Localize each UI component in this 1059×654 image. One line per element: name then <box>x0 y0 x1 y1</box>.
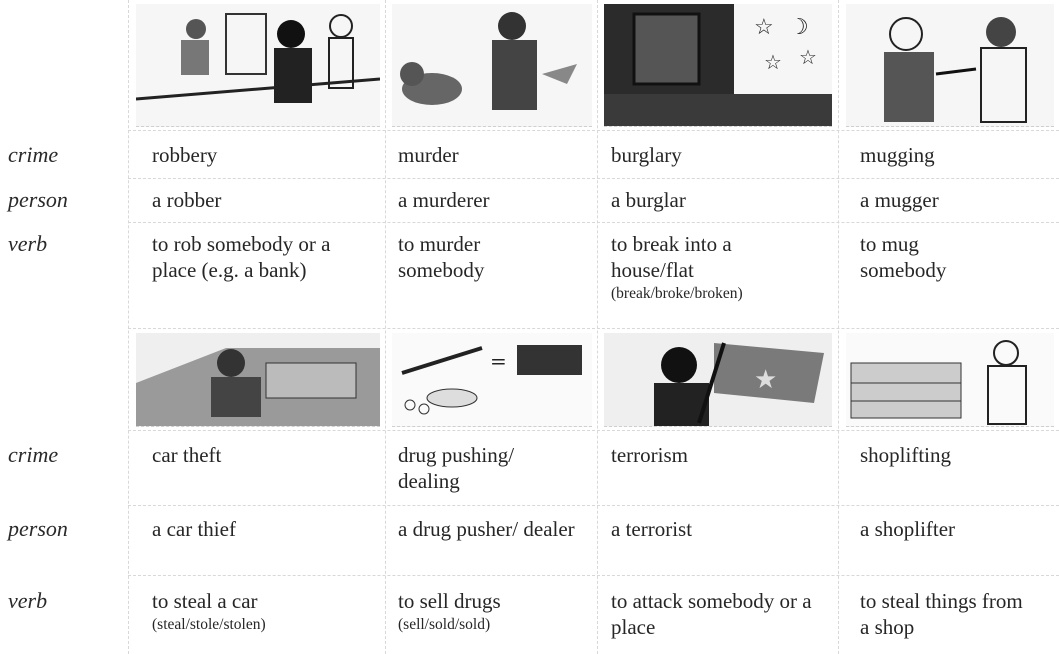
verb-forms-note: (break/broke/broken) <box>611 285 743 302</box>
person-cell: a robber <box>152 188 222 212</box>
column-divider <box>128 0 129 654</box>
label-crime: crime <box>8 142 59 167</box>
row-divider <box>128 575 1059 576</box>
svg-text:★: ★ <box>754 365 778 395</box>
verb-cell <box>398 588 588 636</box>
verb-text: to murder somebody <box>398 232 485 282</box>
crime-cell: burglary <box>611 143 682 167</box>
crime-cell: mugging <box>860 143 935 167</box>
verb-text: to steal things from a shop <box>860 589 1023 639</box>
verb-forms-note: (sell/sold/sold) <box>398 616 491 633</box>
row-divider <box>128 505 1059 506</box>
verb-cell <box>398 231 548 283</box>
terrorism-illustration <box>604 333 832 427</box>
murder-illustration <box>392 4 592 127</box>
crime-cell: car theft <box>152 443 222 467</box>
verb-text: to attack somebody or a place <box>611 589 812 639</box>
verb-cell <box>152 588 377 636</box>
drugs-illustration <box>392 333 592 427</box>
row-divider <box>128 328 1059 329</box>
row-divider <box>128 178 1059 179</box>
verb-text: to mug somebody <box>860 232 947 282</box>
svg-text:☽: ☽ <box>789 15 809 40</box>
person-cell: a murderer <box>398 188 490 212</box>
label-verb: verb <box>8 588 48 613</box>
svg-text:☆: ☆ <box>799 45 817 69</box>
person-cell: a shoplifter <box>860 517 956 541</box>
row-divider <box>128 430 1059 431</box>
row-divider <box>128 130 1059 131</box>
verb-text: to rob somebody or a place (e.g. a bank) <box>152 232 331 282</box>
verb-cell <box>860 231 990 283</box>
verb-cell <box>611 588 836 640</box>
column-divider <box>385 0 386 654</box>
verb-cell <box>152 231 352 283</box>
column-divider <box>597 0 598 654</box>
svg-text:☆: ☆ <box>754 15 774 40</box>
verb-text: to break into a house/flat <box>611 232 732 282</box>
crime-cell: drug pushing/ dealing <box>398 443 515 493</box>
person-cell: a burglar <box>611 188 686 212</box>
label-person: person <box>8 516 68 541</box>
label-crime: crime <box>8 442 59 467</box>
burglary-illustration <box>604 4 832 127</box>
label-person: person <box>8 187 68 212</box>
shoplifting-illustration <box>846 333 1054 427</box>
mugging-illustration <box>846 4 1054 127</box>
robbery-illustration <box>136 4 380 127</box>
verb-text: to steal a car <box>152 589 258 613</box>
verb-forms-note: (steal/stole/stolen) <box>152 616 266 633</box>
person-cell: a mugger <box>860 188 939 212</box>
row-divider <box>128 222 1059 223</box>
svg-text:☆: ☆ <box>764 50 782 74</box>
verb-cell <box>611 231 811 305</box>
column-divider <box>838 0 839 654</box>
person-cell: a terrorist <box>611 517 693 541</box>
crime-cell: robbery <box>152 143 218 167</box>
crime-cell: shoplifting <box>860 443 952 467</box>
person-cell: a drug pusher/ dealer <box>398 517 575 541</box>
crime-cell: murder <box>398 143 459 167</box>
person-cell: a car thief <box>152 517 236 541</box>
car-theft-illustration <box>136 333 380 427</box>
verb-text: to sell drugs <box>398 589 501 613</box>
crime-cell: terrorism <box>611 443 688 467</box>
label-verb: verb <box>8 231 48 256</box>
svg-text:=: = <box>490 349 507 373</box>
verb-cell <box>860 588 1035 640</box>
